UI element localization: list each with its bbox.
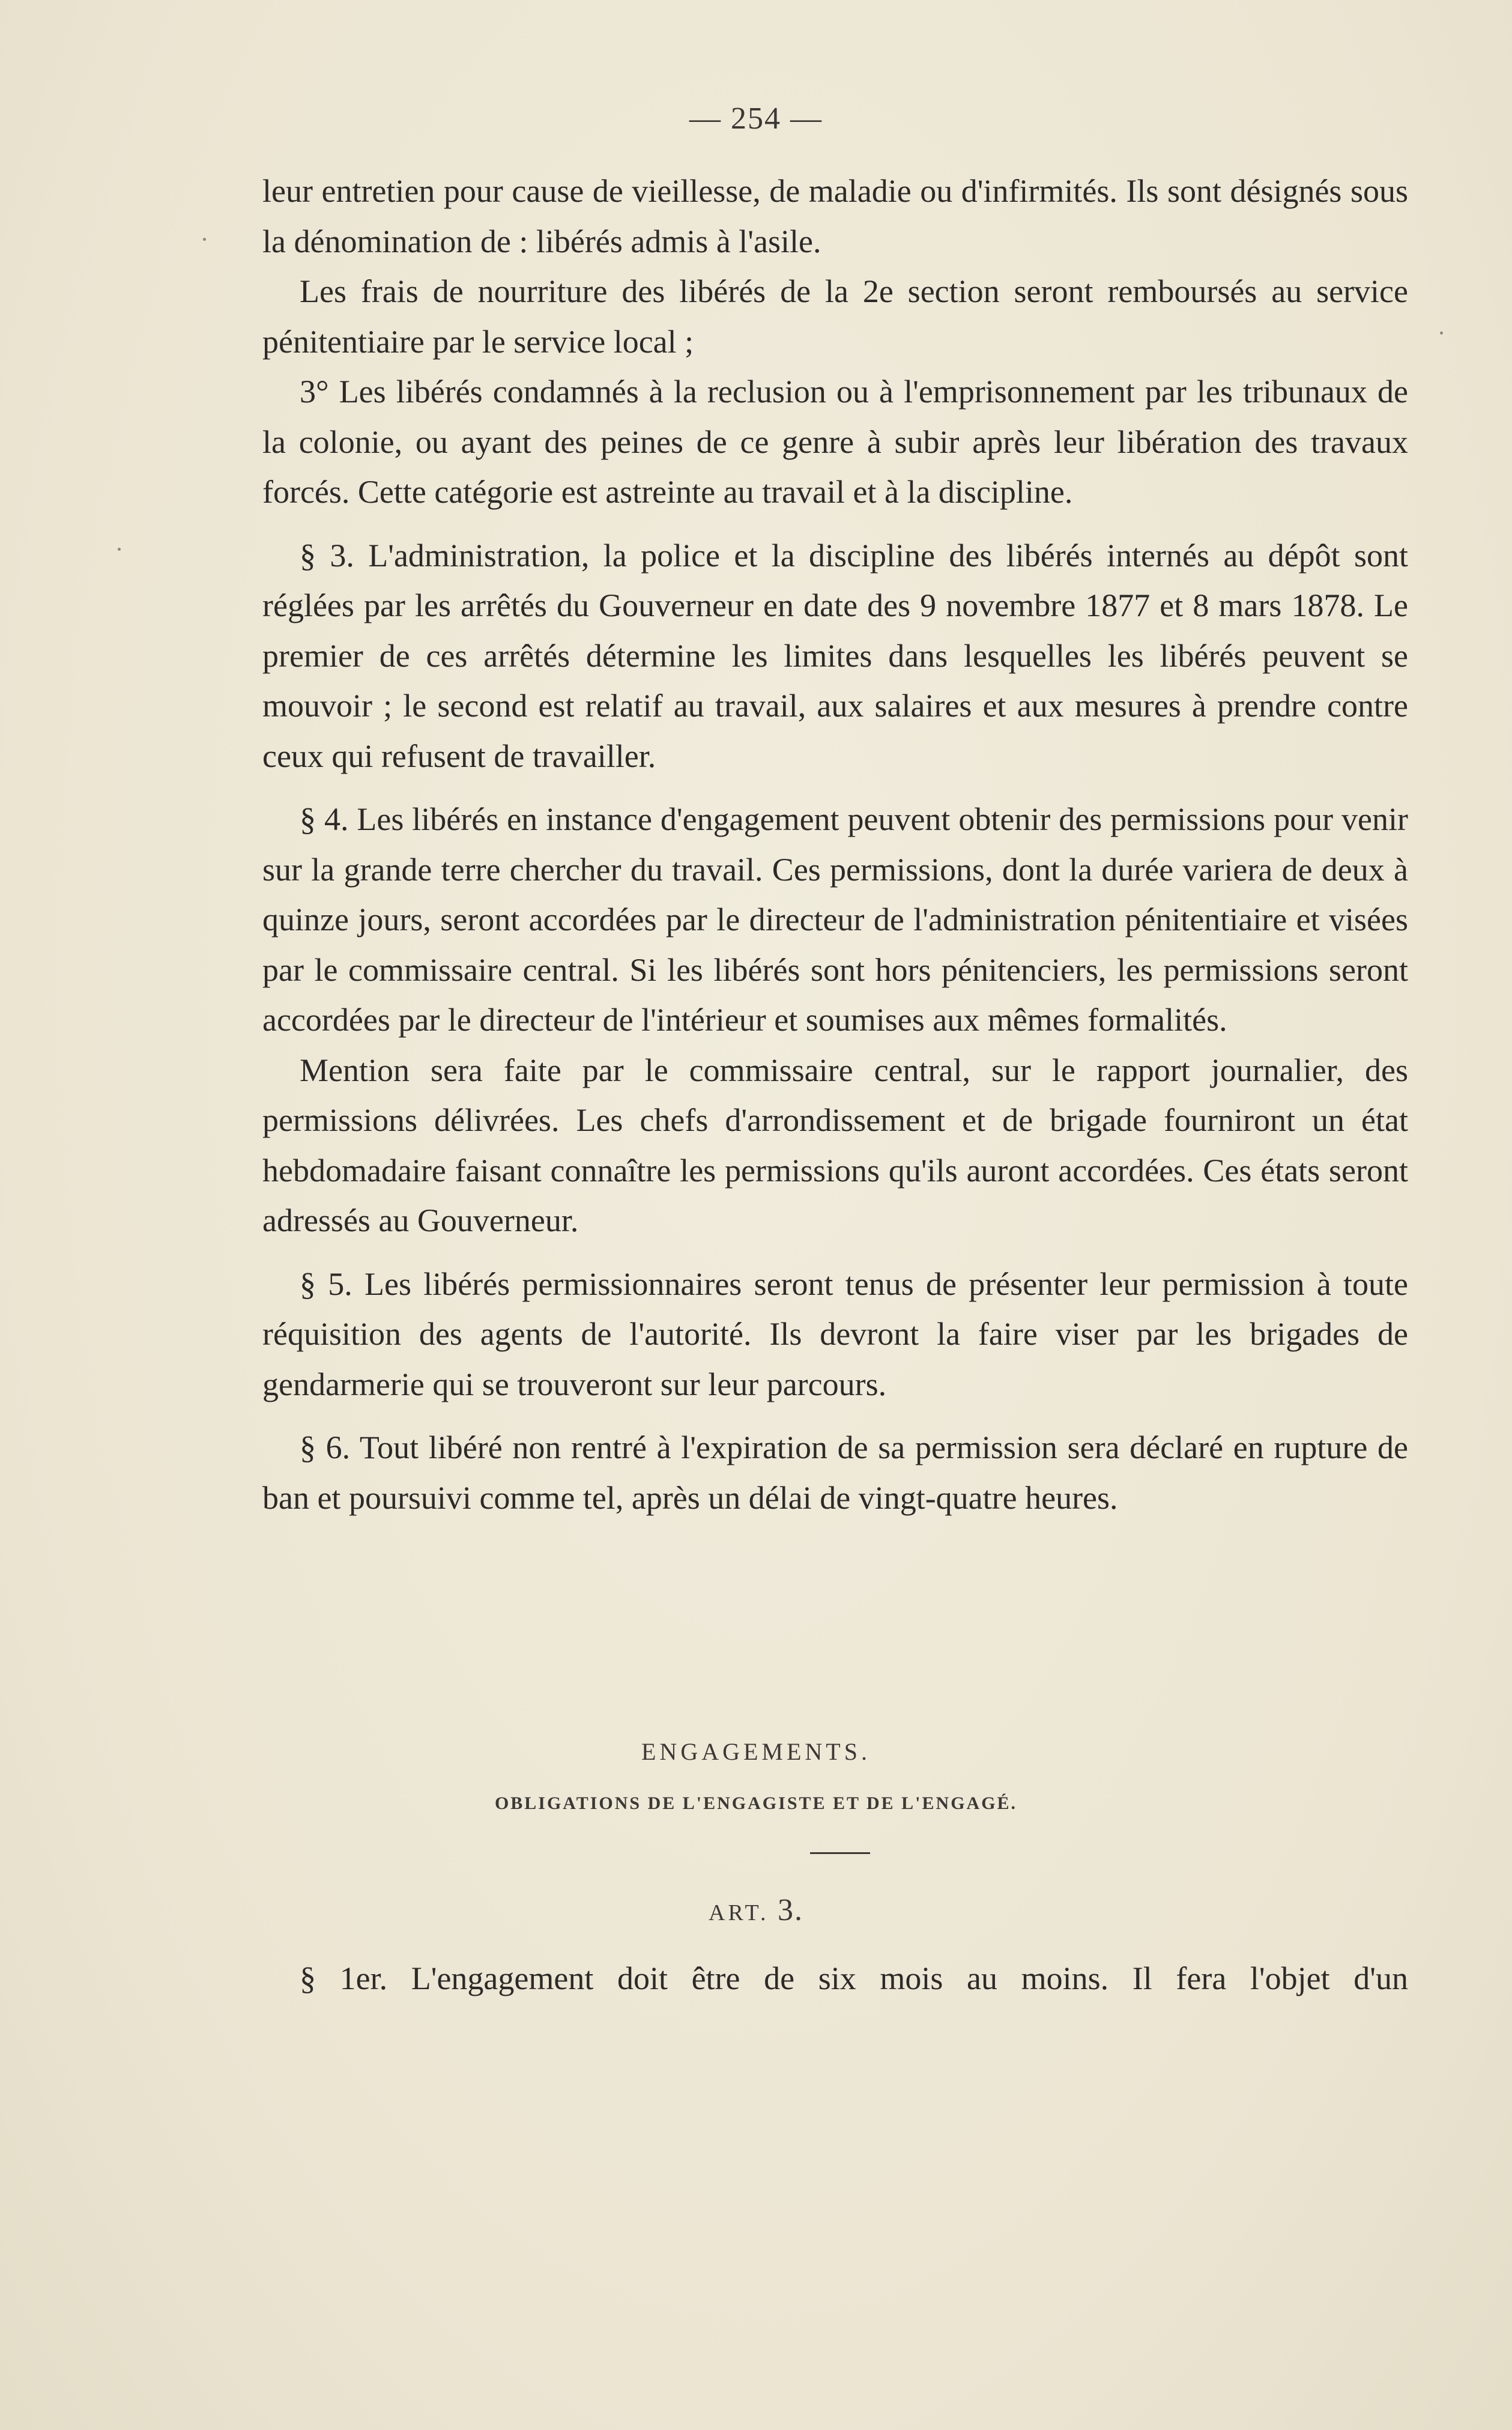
paper-speck (1440, 332, 1443, 335)
paragraph-3: 3° Les libérés condamnés à la reclusion ou à l'emprisonnement par les tribunaux de la colonie, ou ayant des peines de ce genre à subir après leur libération des travaux forcés. Cette catégorie est astreinte au travail et à la discipline. (262, 374, 1408, 510)
paragraph-6: Mention sera faite par le commissaire central, sur le rapport journalier, des permissions délivrées. Les chefs d'arrondissement et de brigade fourniront un état hebdomadaire faisant connaître les permissions qu'ils auront accordées. Ces états seront adressés au Gouverneur. (262, 1052, 1408, 1238)
paragraph-5: § 4. Les libérés en instance d'engagement peuvent obtenir des permissions pour venir sur la grande terre chercher du travail. Ces permissions, dont la durée variera de deux à quinze jours, seront accordées par le directeur de l'administration pénitentiaire et visées par le commissaire central. Si les libérés sont hors pénitenciers, les permissions seront accordées par le directeur de l'intérieur et soumises aux mêmes formalités. (262, 801, 1408, 1038)
page-number: — 254 — (689, 102, 823, 136)
body-text (262, 166, 1408, 1523)
heading-divider (810, 1852, 870, 1854)
paper-speck (203, 238, 206, 241)
paragraph-7: § 5. Les libérés permissionnaires seront tenus de présenter leur permission à toute réquisition des agents de l'autorité. Ils devront la faire viser par les brigades de gendarmerie qui se trouveront sur leur parcours. (262, 1265, 1408, 1402)
article-number: 3. (777, 1893, 803, 1927)
paragraph-4: § 3. L'administration, la police et la discipline des libérés internés au dépôt sont réglées par les arrêtés du Gouverneur en date des 9 novembre 1877 et 8 mars 1878. Le premier de ces arrêtés détermine les limites dans lesquelles les libérés peuvent se mouvoir ; le second est relatif au travail, aux salaires et aux mesures à prendre contre ceux qui refusent de travailler. (262, 537, 1408, 774)
paragraph-9-first-line: § 1er. L'engagement doit être de six mois au moins. Il fera l'objet d'un (300, 1960, 1408, 1996)
section-heading: ENGAGEMENTS. (641, 1738, 871, 1765)
section-subheading: OBLIGATIONS DE L'ENGAGISTE ET DE L'ENGAGÉ. (494, 1793, 1018, 1813)
paragraph-1: leur entretien pour cause de vieillesse, de maladie ou d'infirmités. Ils sont désignés sous la dénomination de : libérés admis à l'asile. (262, 173, 1408, 259)
paper-speck (118, 548, 121, 551)
paragraph-2: Les frais de nourriture des libérés de la 2e section seront remboursés au service pénitentiaire par le service local ; (262, 273, 1408, 360)
article-label: ART. (709, 1900, 769, 1926)
article-heading (0, 1892, 1512, 1928)
paragraph-8: § 6. Tout libéré non rentré à l'expiration de sa permission sera déclaré en rupture de ban et poursuivi comme tel, après un délai de vingt-quatre heures. (262, 1429, 1408, 1516)
